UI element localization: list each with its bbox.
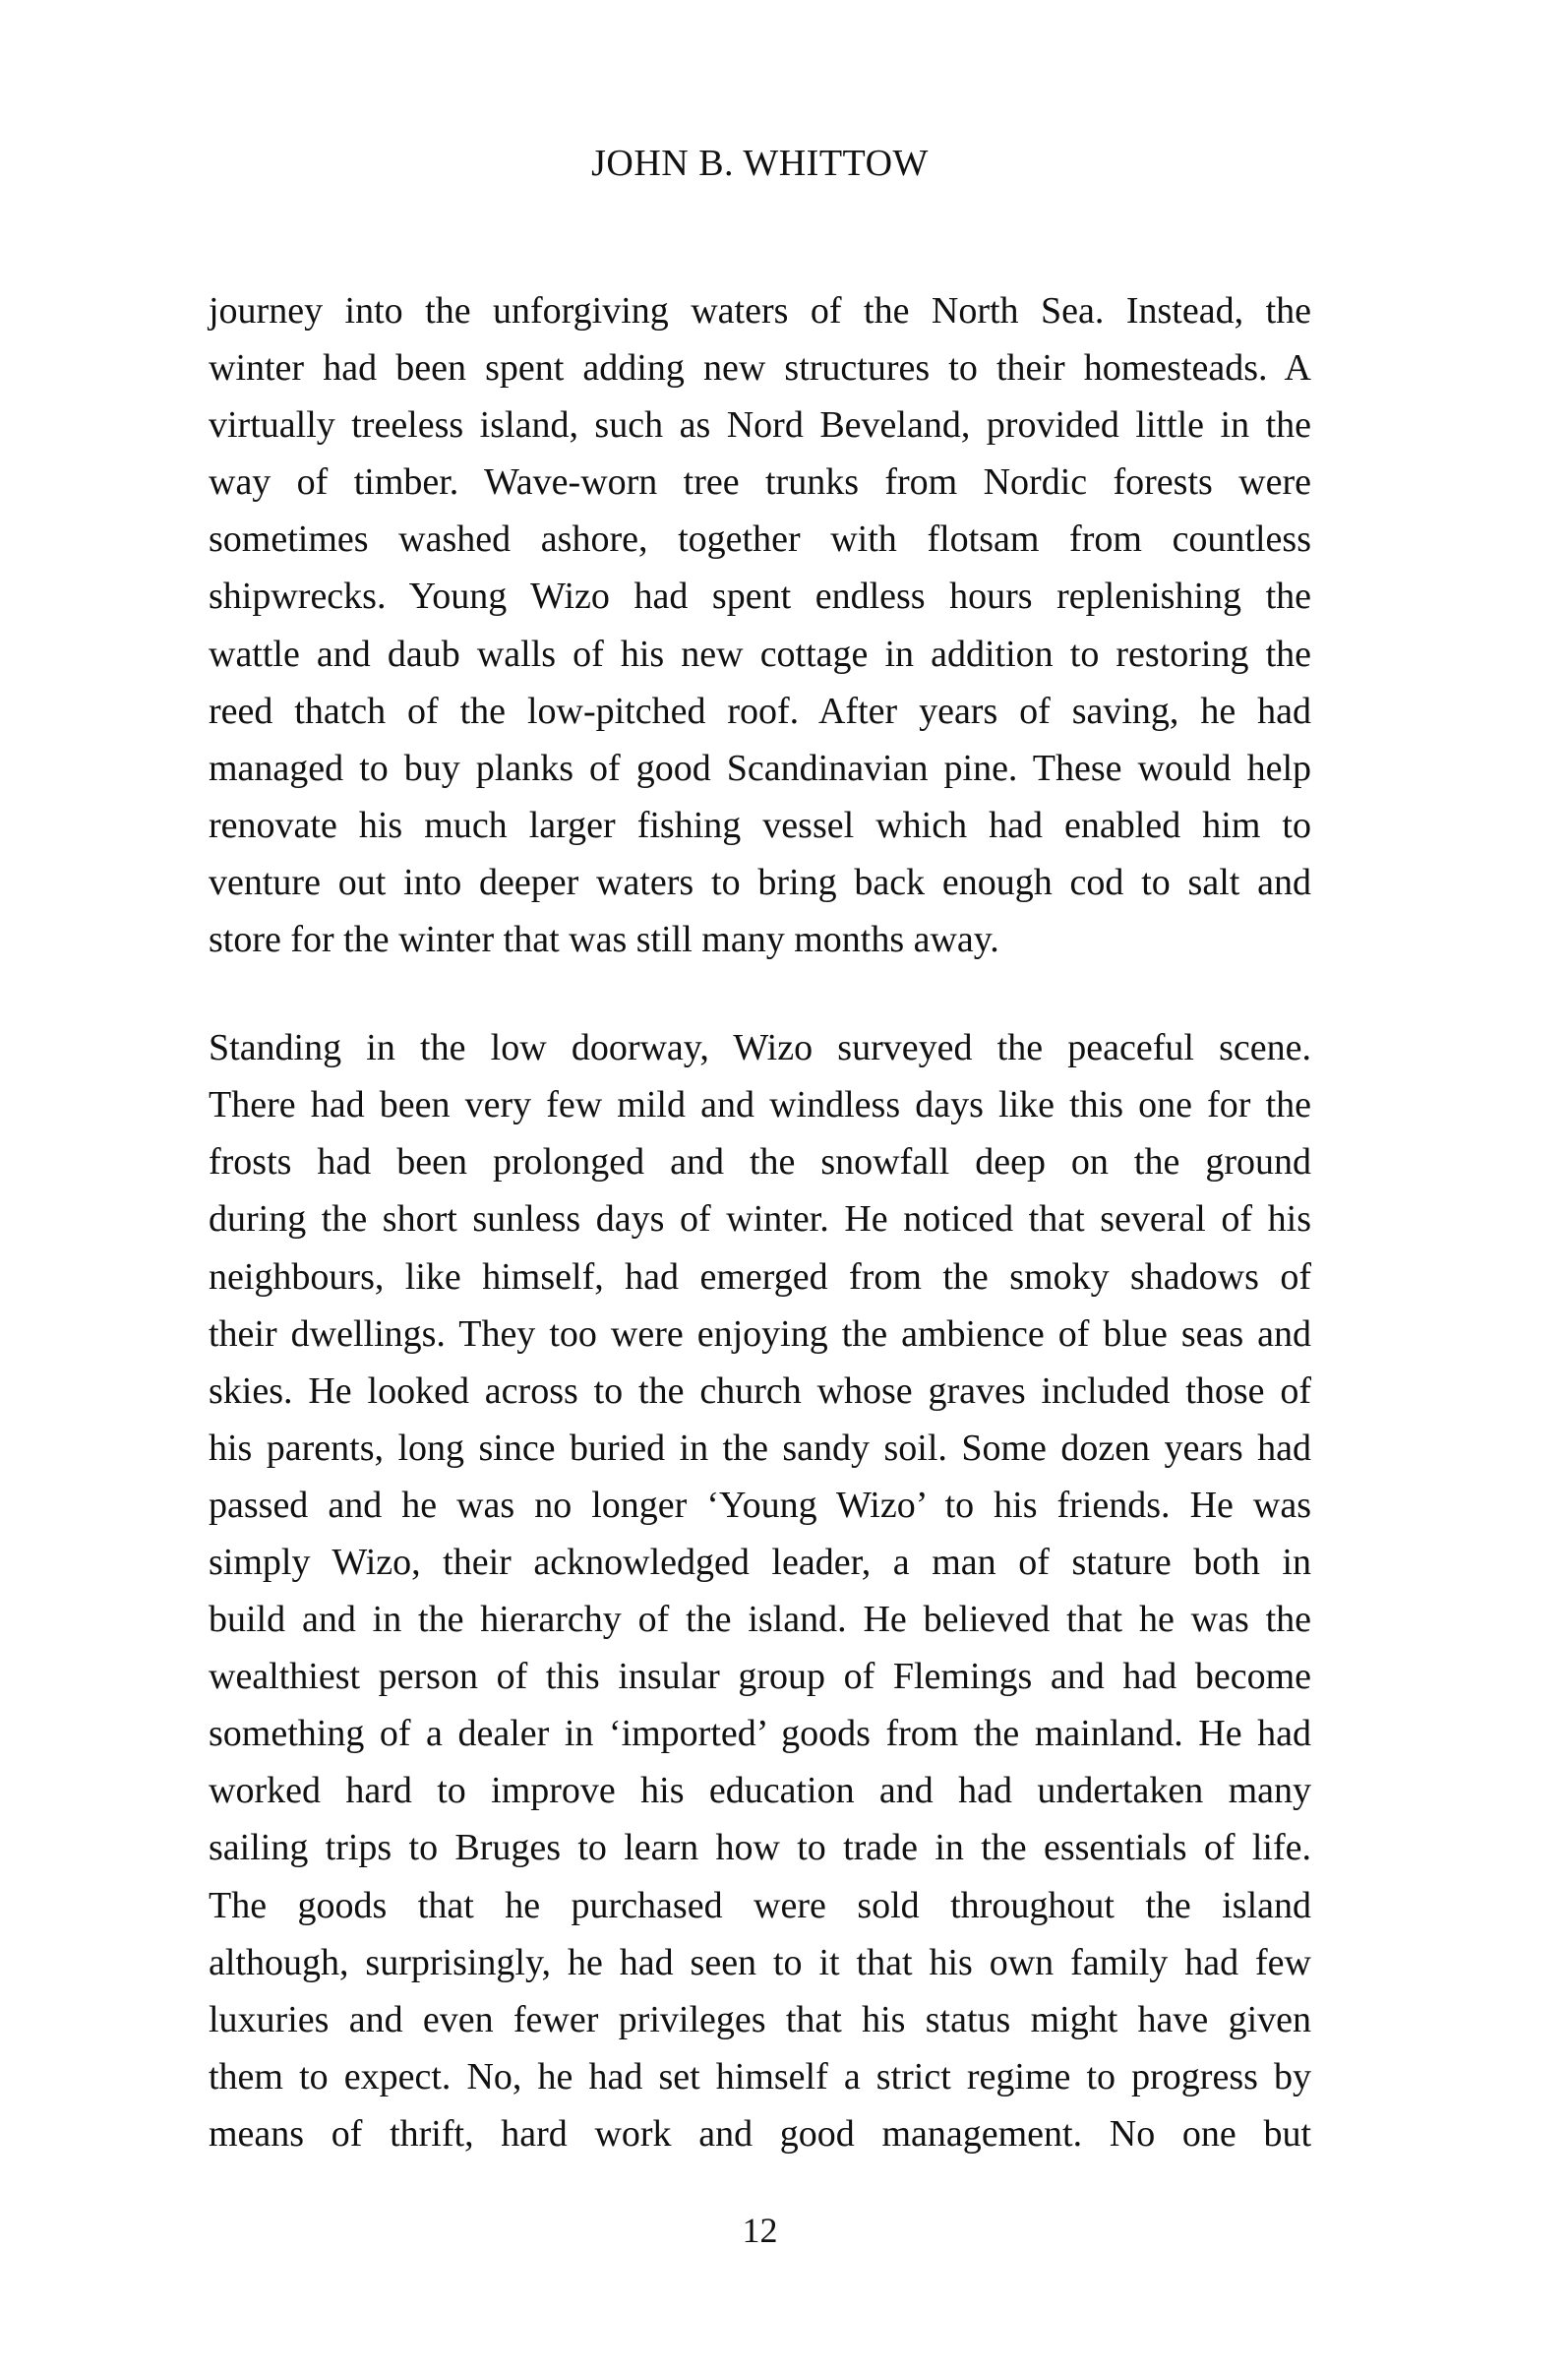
text-line: passed and he was no longer ‘Young Wizo’ to his friends. He was bbox=[209, 1484, 1311, 1526]
text-line: worked hard to improve his education and had undertaken many bbox=[209, 1770, 1311, 1812]
paragraph bbox=[209, 1019, 1311, 2162]
text-line: neighbours, like himself, had emerged from the smoky shadows of bbox=[209, 1255, 1311, 1298]
text-line: journey into the unforgiving waters of the North Sea. Instead, the bbox=[209, 290, 1311, 332]
text-line: shipwrecks. Young Wizo had spent endless hours replenishing the bbox=[209, 576, 1311, 618]
body-text bbox=[209, 282, 1311, 2162]
text-line: something of a dealer in ‘imported’ goods from the mainland. He had bbox=[209, 1713, 1311, 1755]
text-line: The goods that he purchased were sold throughout the island bbox=[209, 1884, 1311, 1926]
text-line: There had been very few mild and windless days like this one for the bbox=[209, 1084, 1311, 1126]
text-line: during the short sunless days of winter. He noticed that several of his bbox=[209, 1198, 1311, 1241]
text-line: skies. He looked across to the church whose graves included those of bbox=[209, 1369, 1311, 1412]
text-line: sometimes washed ashore, together with flotsam from countless bbox=[209, 518, 1311, 561]
running-header: JOHN B. WHITTOW bbox=[591, 143, 929, 184]
page-number: 12 bbox=[742, 2211, 778, 2250]
text-line: frosts had been prolonged and the snowfall deep on the ground bbox=[209, 1141, 1311, 1184]
text-line: reed thatch of the low-pitched roof. After years of saving, he had bbox=[209, 690, 1311, 732]
text-line: Standing in the low doorway, Wizo surveyed the peaceful scene. bbox=[209, 1027, 1311, 1069]
text-line: his parents, long since buried in the sandy soil. Some dozen years had bbox=[209, 1427, 1311, 1469]
text-line: them to expect. No, he had set himself a strict regime to progress by bbox=[209, 2055, 1311, 2097]
text-line: winter had been spent adding new structures to their homesteads. A bbox=[209, 347, 1311, 390]
text-line: simply Wizo, their acknowledged leader, a man of stature both in bbox=[209, 1541, 1311, 1583]
text-line: sailing trips to Bruges to learn how to trade in the essentials of life. bbox=[209, 1827, 1311, 1869]
text-line: renovate his much larger fishing vessel which had enabled him to bbox=[209, 804, 1311, 846]
text-line: wattle and daub walls of his new cottage in addition to restoring the bbox=[209, 633, 1311, 675]
text-line: build and in the hierarchy of the island. He believed that he was the bbox=[209, 1599, 1311, 1641]
text-line: virtually treeless island, such as Nord Beveland, provided little in the bbox=[209, 404, 1311, 447]
text-line: their dwellings. They too were enjoying the ambience of blue seas and bbox=[209, 1312, 1311, 1355]
text-line: way of timber. Wave-worn tree trunks from Nordic forests were bbox=[209, 461, 1311, 504]
text-line: wealthiest person of this insular group of Flemings and had become bbox=[209, 1656, 1311, 1698]
text-line: store for the winter that was still many months away. bbox=[209, 919, 999, 961]
text-line: managed to buy planks of good Scandinavian pine. These would help bbox=[209, 747, 1311, 789]
text-line: luxuries and even fewer privileges that his status might have given bbox=[209, 1998, 1311, 2040]
paragraph bbox=[209, 282, 1311, 968]
text-line: although, surprisingly, he had seen to it that his own family had few bbox=[209, 1941, 1311, 1983]
text-line: venture out into deeper waters to bring back enough cod to salt and bbox=[209, 861, 1311, 903]
text-line: means of thrift, hard work and good management. No one but bbox=[209, 2112, 1311, 2155]
